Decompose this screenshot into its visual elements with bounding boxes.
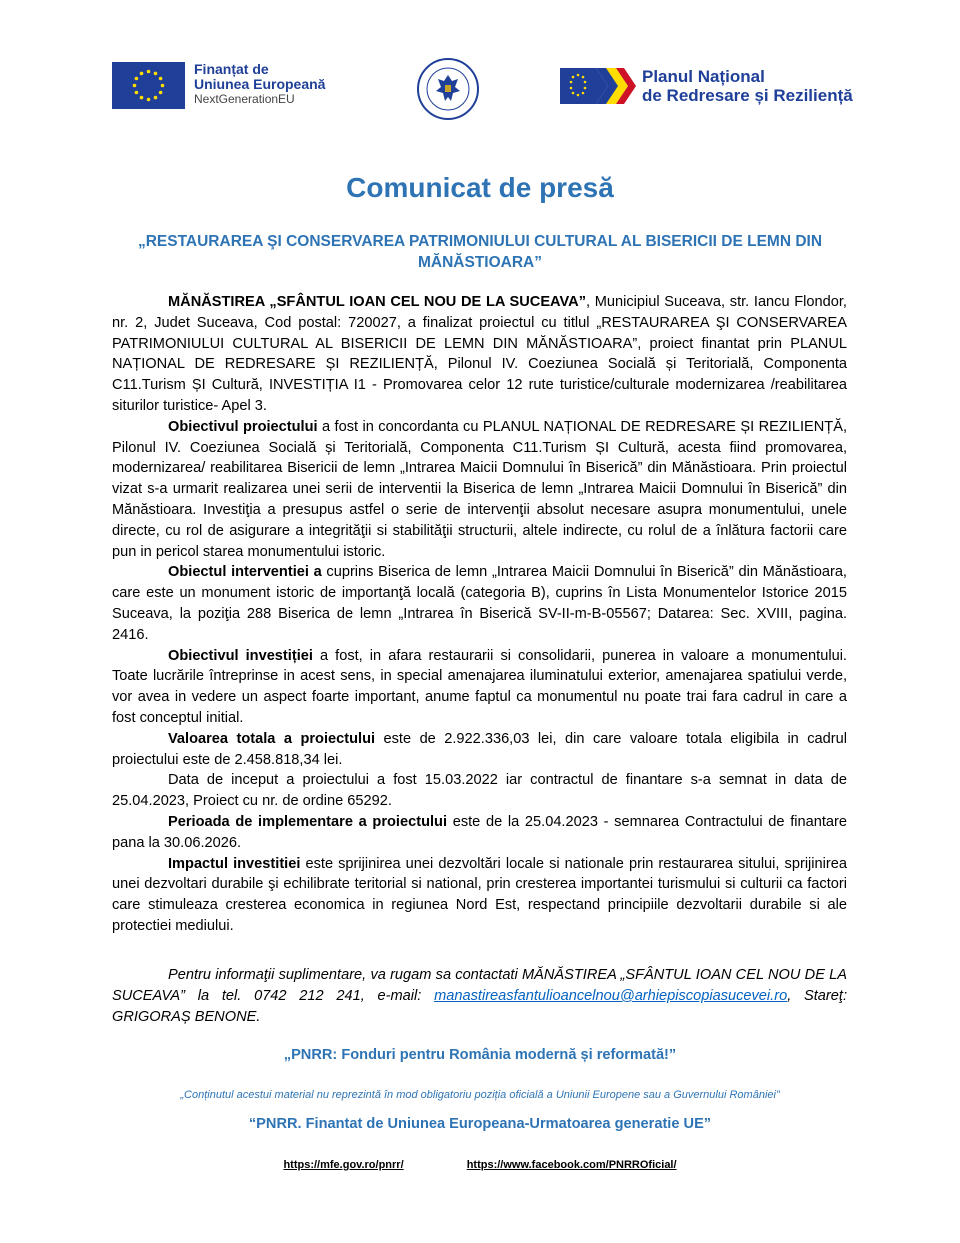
paragraph-intro (112, 292, 847, 417)
paragraph-text: a fost, in afara restaurarii si consolidarii, punerea in valoare a monumentului. Toate lucrările întreprinse in acest sens, in special amenajarea iluminatului exterior, amenajarea spatiului verde, vor avea in vedere un aspect foarte important, anume faptul ca monumentul nu poate trai fara cadrul in care a fost conceptul initial. (112, 647, 847, 726)
eu-funding-logo (112, 62, 325, 109)
paragraph-text: este de la 25.04.2023 - semnarea Contractului de finantare pana la 30.06.2026. (112, 813, 848, 851)
eu-logo-line2: Uniunea Europeană (194, 76, 326, 92)
paragraph-text: cuprins Biserica de lemn „Intrarea Maicii Domnului în Biserică” din Mănăstioara, care este un monument istoric de importanţă locală (categoria B), cuprins în Lista Monumentelor Istorice 2015 Suceava, la poziţia 288 Biserica de lemn „Intrarea în Biserică SV-II-m-B-05567; Datarea: Sec. XVIII, pagina. 2416. (112, 564, 847, 643)
paragraph-text: Data de inceput a proiectului a fost 15.03.2022 iar contractul de finantare s-a semnat in data de 25.04.2023, Proiect cu nr. de ordine 65292. (112, 772, 847, 810)
funding-statement: “PNRR. Finantat de Uniunea Europeana-Urmatoarea generatie UE” (248, 1116, 712, 1132)
pnrr-slogan: „PNRR: Fonduri pentru România modernă și reformată!” (283, 1047, 677, 1063)
contact-text-end: , Stareţ: GRIGORAȘ BENONE. (112, 987, 847, 1025)
paragraph-text: este de 2.922.336,03 lei, din care valoare totala eligibila in cadrul proiectului este de 2.458.818,34 lei. (112, 730, 848, 768)
pnrr-logo (560, 66, 853, 106)
paragraph-text: a fost in concordanta cu PLANUL NAȚIONAL DE REDRESARE ȘI REZILIENȚĂ, Pilonul IV. Coeziunea Socială și Teritorială, Componenta C11.Turism ȘI Cultură, acesta fiind promovarea, modernizarea/ reabilitarea Bisericii de lemn „Intrarea Maicii Domnului în Biserică” din Mănăstioara. Prin proiectul vizat s-a urmarit realizarea unei serii de interventii la Biserica de lemn „Intrarea Maicii Domnului în Biserică” din Mănăstioara. Investiţia a presupus astfel o serie de intervenţii absolut necesare asupra monumentului, unele directe, cu rol de asigurare a integrităţii si stabilităţii structurii, altele indirecte, cu rolul de a înlătura factorii care pun in pericol starea monumentului istoric. (112, 418, 847, 560)
pnrr-flag-icon (560, 66, 636, 106)
page-title: Comunicat de presă (346, 172, 614, 203)
paragraph-period (112, 812, 847, 854)
project-title: „RESTAURAREA ŞI CONSERVAREA PATRIMONIULUI CULTURAL AL BISERICII DE LEMN DIN MĂNĂSTIOARA” (137, 233, 823, 271)
facebook-pnrr-link[interactable]: https://www.facebook.com/PNRROficial/ (466, 1159, 677, 1171)
paragraph-text: este sprijinirea unei dezvoltări locale si nationale prin restaurarea sitului, sprijinirea unei dezvoltari durabile şi echilibrate teritorial si national, prin cresterea importantei turismului si culturii ca factori care stimuleaza cresterea economica in regiunea Nord Est, respectand principiile dezvoltarii durabile si ale protectiei mediului. (112, 855, 847, 934)
paragraph-objective (112, 417, 847, 563)
paragraph-value (112, 729, 847, 771)
press-release-body (112, 292, 847, 937)
paragraph-lead: Valoarea totala a proiectului (168, 730, 376, 747)
contact-text: Pentru informaţii suplimentare, va rugam sa contactati MĂNĂSTIREA „SFÂNTUL IOAN CEL NOU DE LA SUCEAVA” la tel. 0742 212 241, e-mail: (112, 967, 847, 1004)
paragraph-lead: Obiectivul investiției (168, 647, 313, 664)
paragraph-lead: Perioada de implementare a proiectului (168, 813, 448, 830)
paragraph-lead: Impactul investitiei (168, 855, 301, 872)
eu-flag-icon (112, 62, 185, 109)
eu-logo-line3: NextGenerationEU (194, 92, 295, 106)
paragraph-lead: MĂNĂSTIREA „SFÂNTUL IOAN CEL NOU DE LA SUCEAVA” (168, 294, 586, 310)
paragraph-lead: Obiectivul proiectului (168, 418, 318, 435)
contact-paragraph (112, 965, 847, 1027)
paragraph-text: , Municipiul Suceava, str. Iancu Flondor, nr. 2, Judet Suceava, Cod postal: 720027, a finalizat proiectul cu titlul „RESTAURAREA ŞI CONSERVAREA PATRIMONIULUI CULTURAL AL BISERICII DE LEMN DIN MĂNĂSTIOARA”, proiect finantat prin PLANUL NAȚIONAL DE REDRESARE ȘI REZILIENȚĂ, Pilonul IV. Coeziunea Socială și Teritorială, Componenta C11.Turism ȘI Cultură, INVESTIȚIA I1 - Promovarea celor 12 rute turistice/culturale modernizarea /reabilitarea siturilor turistice- Apel 3. (112, 294, 847, 414)
contact-info (112, 965, 847, 1027)
paragraph-lead: Obiectul interventiei a (168, 564, 322, 581)
pnrr-logo-line1: Planul Național (642, 67, 765, 86)
disclaimer: „Conținutul acestui material nu reprezintă în mod obligatoriu poziția oficială a Uniunii Europene sau a Guvernului României” (180, 1089, 780, 1101)
footer-links (0, 1159, 960, 1171)
pnrr-logo-line2: de Redresare și Reziliență (642, 86, 853, 105)
paragraph-investment (112, 646, 847, 729)
paragraph-dates (112, 770, 847, 812)
eu-logo-line1: Finanțat de (194, 61, 269, 77)
paragraph-intervention (112, 562, 847, 645)
header-logos (0, 0, 960, 130)
paragraph-impact (112, 854, 847, 937)
romanian-government-seal-icon (416, 57, 480, 121)
contact-email-link[interactable]: manastireasfantulioancelnou@arhiepiscopiasucevei.ro (434, 987, 788, 1004)
mfe-pnrr-link[interactable]: https://mfe.gov.ro/pnrr/ (283, 1159, 404, 1171)
